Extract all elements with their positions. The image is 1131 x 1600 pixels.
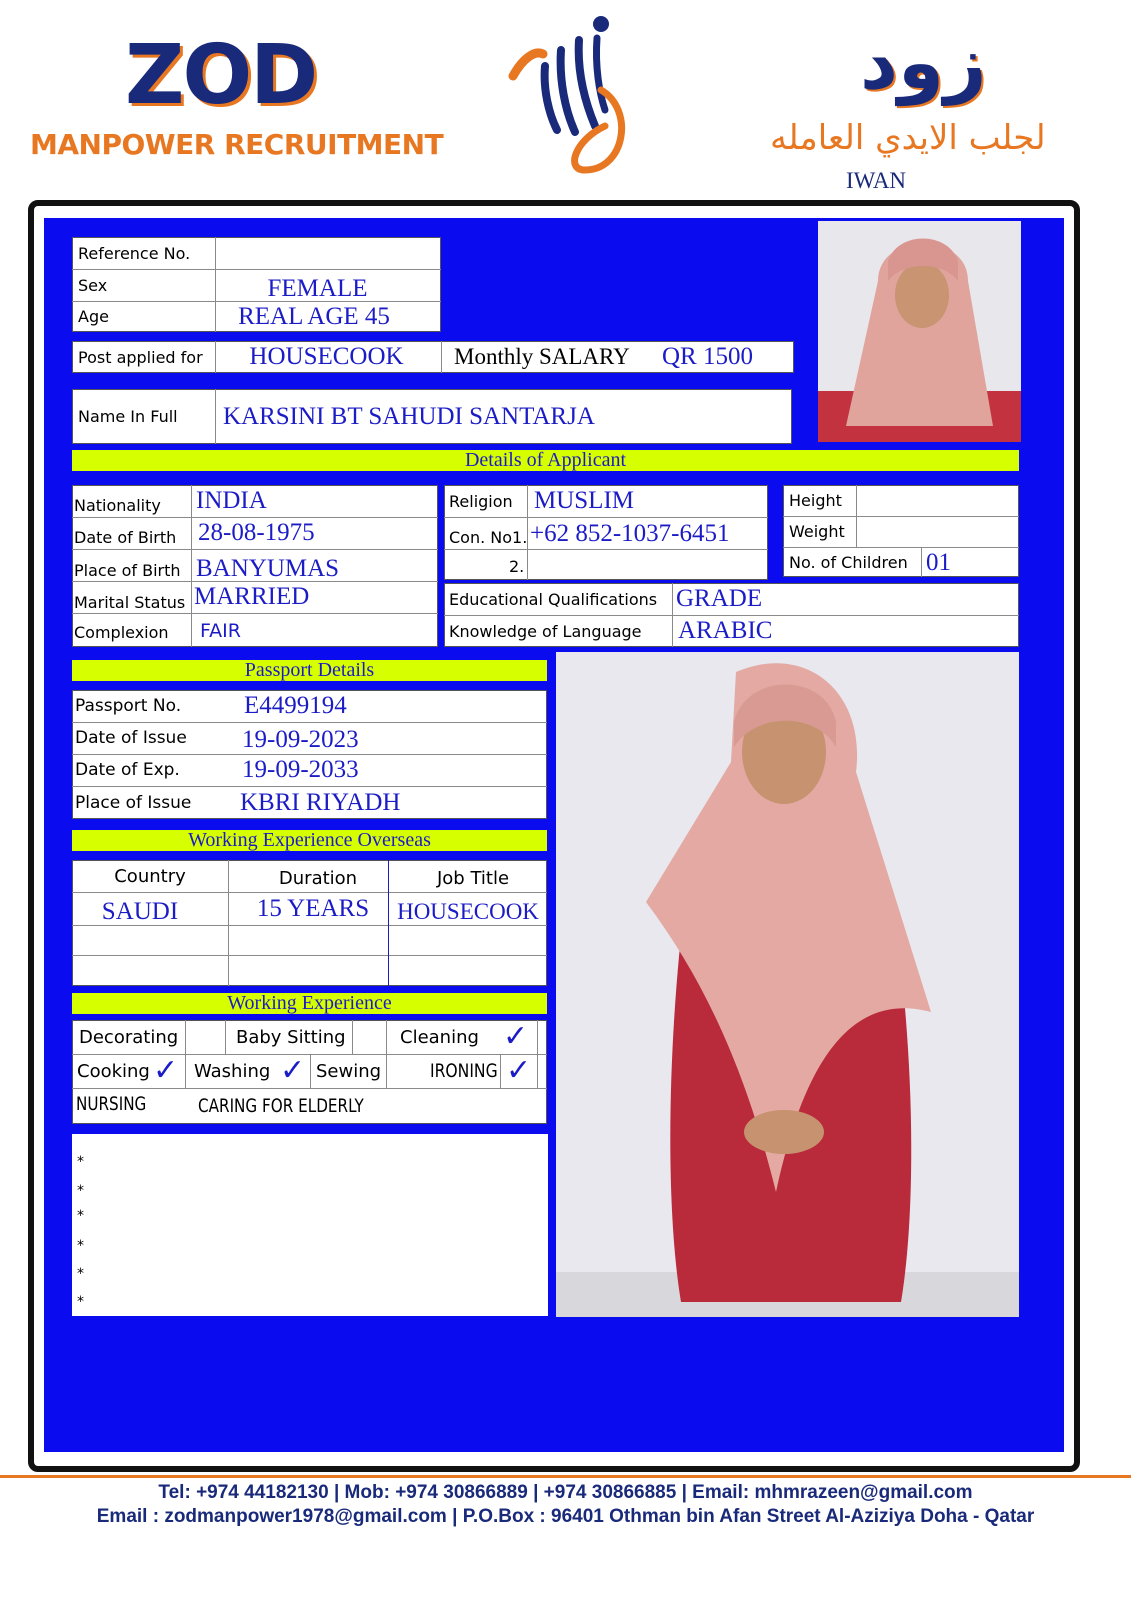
overseas-section-title: Working Experience Overseas: [72, 830, 547, 851]
pob-value: BANYUMAS: [196, 555, 340, 582]
passport-exp-label: Date of Exp.: [75, 760, 180, 780]
contact1-label: Con. No1.: [449, 527, 528, 547]
skill-sewing: Sewing: [316, 1060, 382, 1082]
education-value: GRADE: [676, 585, 763, 612]
applicant-full-photo: [556, 652, 1019, 1317]
passport-no-label: Passport No.: [75, 696, 182, 716]
note-bullet-1: *: [77, 1154, 84, 1170]
brand-arabic-subtitle: لجلب الايدي العامله: [770, 118, 1046, 158]
ironing-check-icon: ✓: [506, 1054, 532, 1088]
washing-check-icon: ✓: [280, 1054, 306, 1088]
age-value: REAL AGE 45: [238, 303, 390, 330]
name-value: KARSINI BT SAHUDI SANTARJA: [223, 402, 595, 430]
overseas-row2-duration: [228, 925, 388, 955]
skill-decorating: Decorating: [79, 1026, 179, 1048]
marital-label: Marital Status: [74, 592, 186, 612]
applicant-portrait-photo: [818, 221, 1021, 442]
overseas-header-jobtitle: Job Title: [436, 867, 510, 889]
complexion-label: Complexion: [74, 622, 169, 642]
religion-value: MUSLIM: [534, 487, 635, 514]
contact2-label: 2.: [509, 556, 525, 576]
sex-label: Sex: [78, 275, 108, 295]
agent-name: IWAN: [846, 168, 907, 193]
footer-divider: [0, 1475, 1131, 1478]
footer-contact-line: Tel: +974 44182130 | Mob: +974 30866889 | +974 30866885 | Email: mhmrazeen@gmail.com: [158, 1482, 973, 1503]
overseas-row3-country: [72, 955, 228, 986]
passport-issue-label: Date of Issue: [75, 728, 187, 748]
weight-label: Weight: [789, 522, 845, 541]
religion-label: Religion: [449, 491, 513, 511]
reference-label: Reference No.: [78, 243, 191, 263]
overseas-row2-jobtitle: [388, 925, 547, 955]
brand-arabic: زود: [860, 20, 987, 106]
marital-value: MARRIED: [194, 583, 310, 610]
children-label: No. of Children: [789, 552, 908, 572]
dob-value: 28-08-1975: [198, 519, 315, 546]
experience-section-title: Working Experience: [72, 993, 547, 1014]
dob-label: Date of Birth: [74, 527, 177, 547]
note-bullet-5: *: [77, 1266, 84, 1282]
overseas-row3-jobtitle: [388, 955, 547, 986]
note-bullet-4: *: [77, 1238, 84, 1254]
cleaning-check-icon: ✓: [503, 1020, 529, 1054]
note-bullet-3: *: [77, 1208, 84, 1224]
overseas-header-country: Country: [114, 865, 186, 887]
nationality-value: INDIA: [196, 487, 267, 514]
nationality-label: Nationality: [74, 495, 161, 515]
language-value: ARABIC: [678, 617, 773, 644]
passport-place-value: KBRI RIYADH: [240, 789, 401, 816]
name-label: Name In Full: [78, 407, 178, 426]
overseas-row1-jobtitle: HOUSECOOK: [397, 899, 539, 924]
details-section-title: Details of Applicant: [72, 450, 1019, 471]
passport-issue-value: 19-09-2023: [242, 726, 359, 753]
overseas-row2-country: [72, 925, 228, 955]
skill-cooking: Cooking: [77, 1060, 150, 1082]
complexion-value: FAIR: [200, 620, 241, 642]
overseas-row1-duration: 15 YEARS: [256, 895, 370, 922]
sex-value: FEMALE: [267, 275, 368, 302]
pob-label: Place of Birth: [74, 560, 181, 580]
note-bullet-2: *: [77, 1183, 84, 1199]
children-value: 01: [926, 549, 951, 576]
skill-washing: Washing: [194, 1060, 271, 1082]
note-bullet-6: *: [77, 1294, 84, 1310]
brand-emblem: [505, 10, 635, 180]
post-label: Post applied for: [78, 347, 203, 367]
brand-logo-text: ZOD: [125, 28, 317, 123]
notes-box: [72, 1134, 548, 1316]
contact1-value: +62 852-1037-6451: [530, 520, 730, 547]
skill-baby-sitting: Baby Sitting: [236, 1026, 346, 1048]
brand-subtitle: MANPOWER RECRUITMENT: [30, 128, 444, 161]
age-label: Age: [78, 307, 109, 326]
passport-section-title: Passport Details: [72, 660, 547, 681]
passport-exp-value: 19-09-2033: [242, 756, 359, 783]
overseas-header-duration: Duration: [278, 867, 358, 889]
post-value: HOUSECOOK: [249, 343, 404, 370]
language-label: Knowledge of Language: [449, 622, 642, 641]
cooking-check-icon: ✓: [153, 1054, 179, 1088]
passport-place-label: Place of Issue: [75, 793, 192, 813]
salary-value: QR 1500: [662, 343, 753, 370]
salary-label: Monthly SALARY: [454, 344, 630, 369]
skill-cleaning: Cleaning: [400, 1026, 479, 1048]
skill-nursing: NURSING: [76, 1093, 147, 1115]
skill-ironing: IRONING: [430, 1060, 498, 1082]
footer-address-line: Email : zodmanpower1978@gmail.com | P.O.Box : 96401 Othman bin Afan Street Al-Aziziya Doha - Qatar: [96, 1506, 1035, 1527]
skill-caring-elderly: CARING FOR ELDERLY: [198, 1095, 364, 1117]
education-label: Educational Qualifications: [449, 590, 658, 609]
overseas-row1-country: SAUDI: [101, 898, 179, 925]
overseas-row3-duration: [228, 955, 388, 986]
passport-no-value: E4499194: [244, 692, 347, 719]
height-label: Height: [789, 491, 842, 510]
